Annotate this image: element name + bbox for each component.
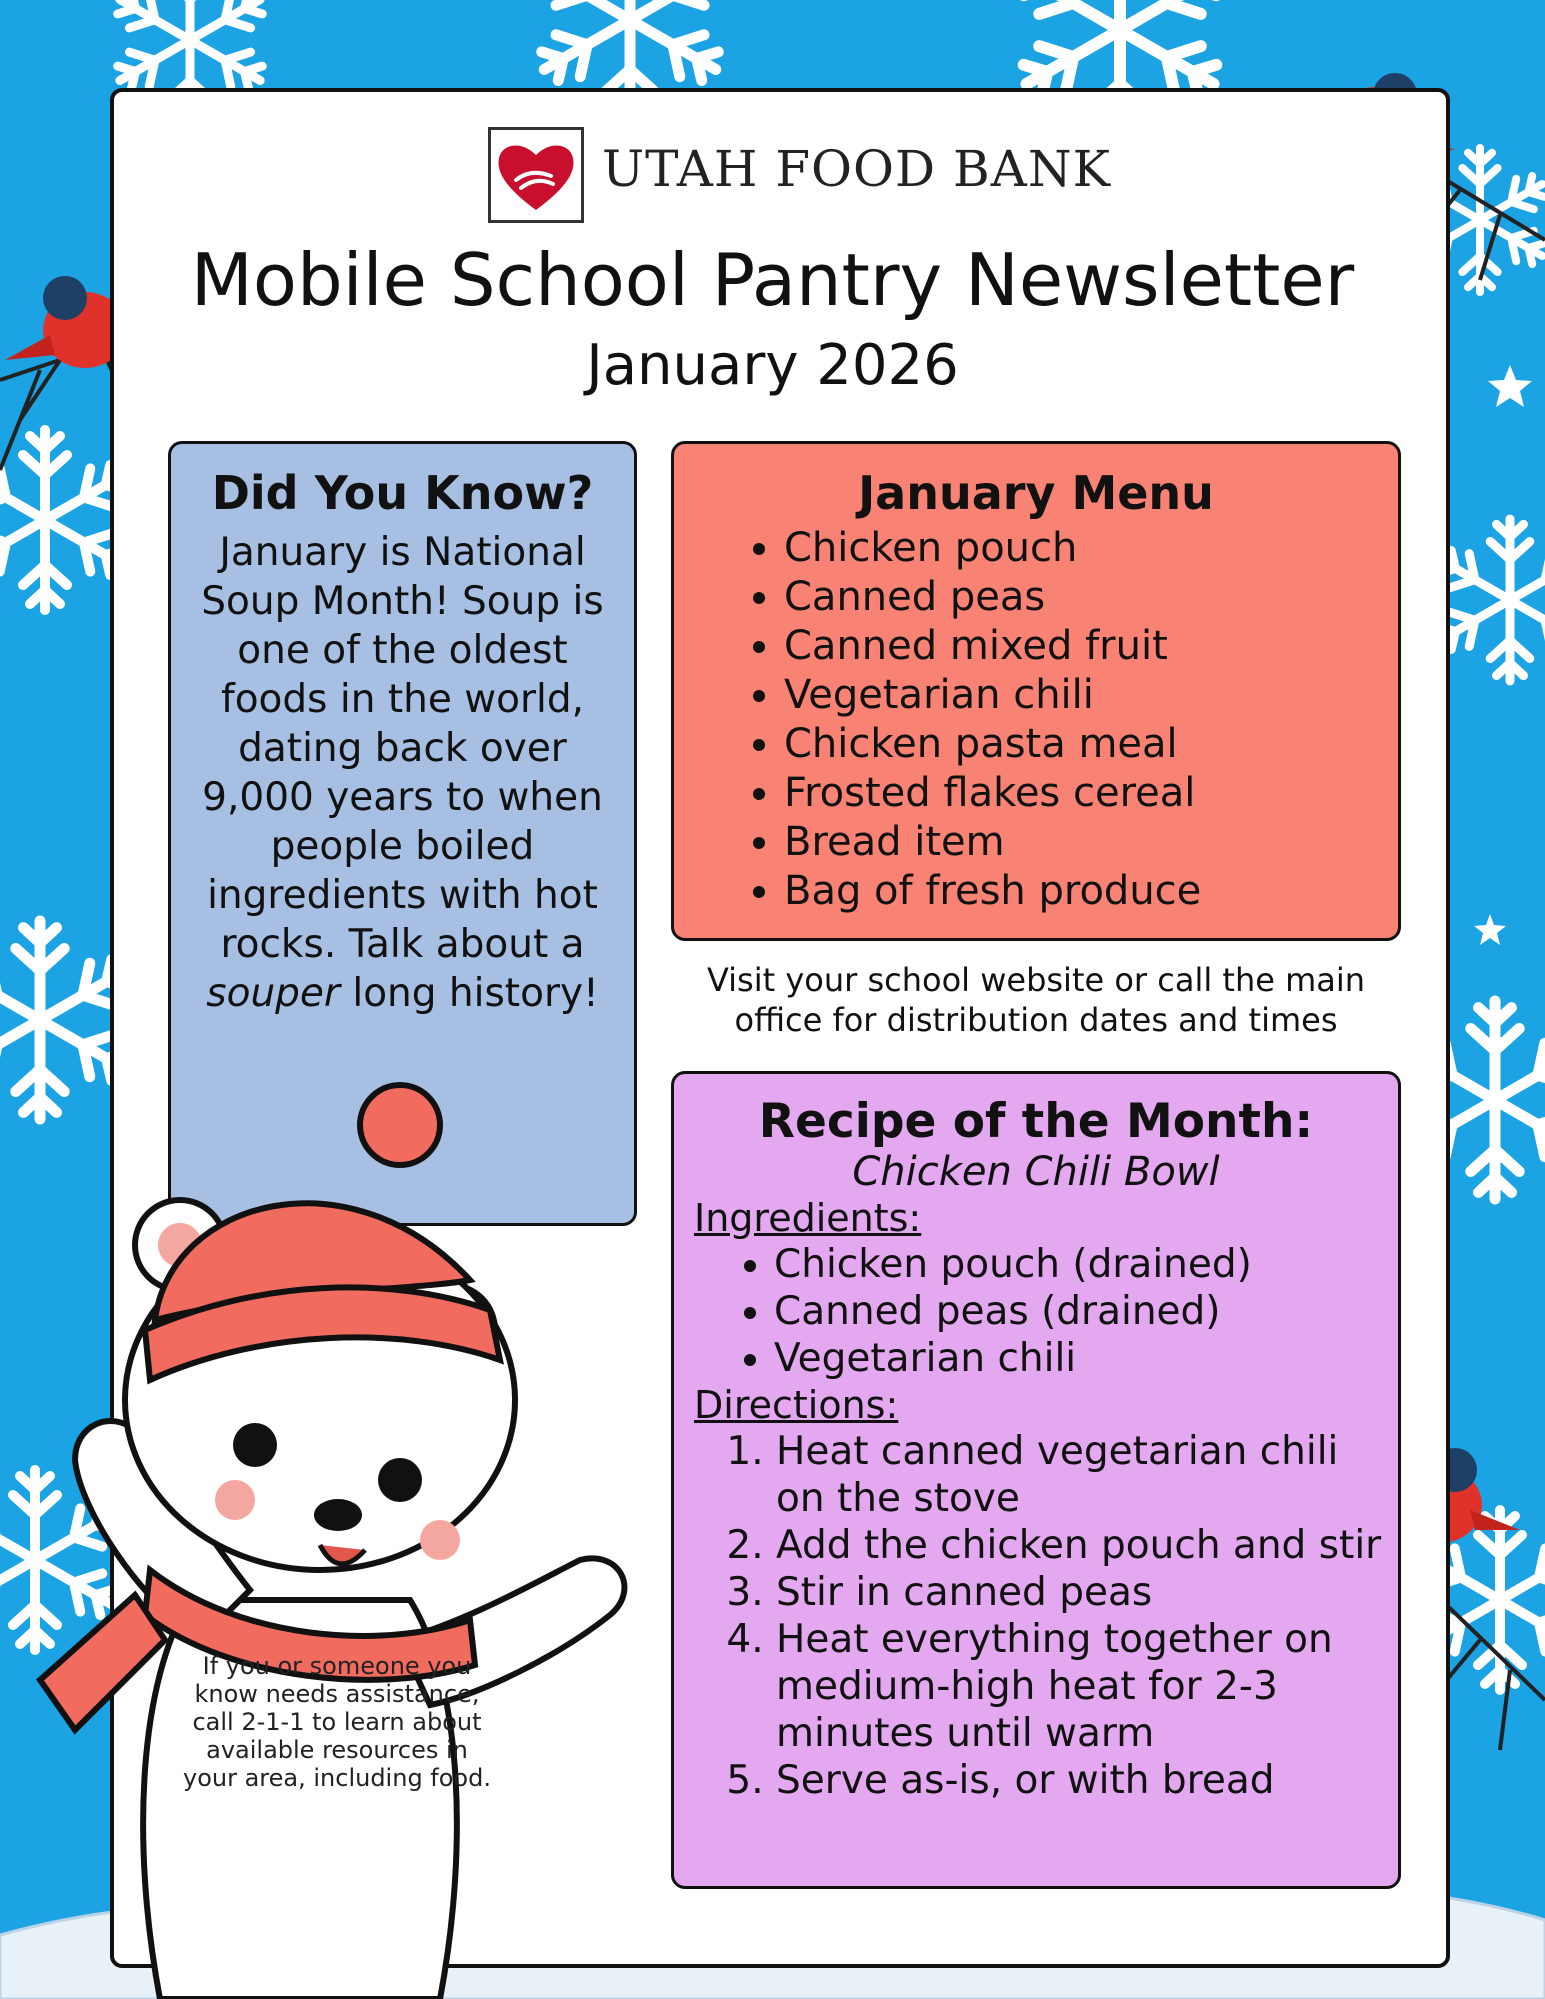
list-item: 3. Stir in canned peas [776, 1569, 1398, 1616]
visit-note: Visit your school website or call the main office for distribution dates and times [706, 961, 1366, 1039]
directions-list [674, 1428, 1398, 1804]
list-item: 5. Serve as-is, or with bread [776, 1757, 1398, 1804]
directions-label: Directions: [694, 1383, 899, 1427]
menu-box [671, 441, 1401, 941]
list-item: • Canned peas (drained) [774, 1288, 1398, 1335]
page-title: Mobile School Pantry Newsletter [190, 238, 1355, 322]
list-item: 1. Heat canned vegetarian chili on the stove [776, 1428, 1398, 1522]
ingredients-label: Ingredients: [694, 1196, 922, 1240]
menu-list [674, 524, 1398, 916]
list-item: • Frosted flakes cereal [784, 769, 1398, 818]
recipe-heading: Recipe of the Month: [758, 1094, 1314, 1149]
ingredients-list [674, 1241, 1398, 1382]
page-subtitle: January 2026 [586, 333, 959, 398]
list-item: • Vegetarian chili [774, 1335, 1398, 1382]
list-item: 4. Heat everything together on medium-high heat for 2-3 minutes until warm [776, 1616, 1398, 1757]
list-item: • Chicken pouch [784, 524, 1398, 573]
assistance-note: If you or someone you know needs assistance, call 2-1-1 to learn about available resources in your area, including food. [183, 1652, 491, 1792]
utah-food-bank-logo [488, 127, 584, 223]
recipe-box [671, 1071, 1401, 1889]
list-item: • Vegetarian chili [784, 671, 1398, 720]
list-item: • Canned mixed fruit [784, 622, 1398, 671]
list-item: • Chicken pasta meal [784, 720, 1398, 769]
menu-heading: January Menu [858, 466, 1214, 520]
list-item: • Chicken pouch (drained) [774, 1241, 1398, 1288]
polar-bear-icon [20, 1080, 720, 1999]
pun-emphasis: souper [206, 971, 340, 1016]
list-item: 2. Add the chicken pouch and stir [776, 1522, 1398, 1569]
list-item: • Canned peas [784, 573, 1398, 622]
heart-hands-icon [491, 130, 581, 220]
star-icon [1474, 914, 1506, 945]
list-item: • Bag of fresh produce [784, 867, 1398, 916]
list-item: • Bread item [784, 818, 1398, 867]
recipe-name: Chicken Chili Bowl [852, 1149, 1220, 1195]
did-you-know-heading: Did You Know? [211, 466, 594, 520]
org-name: UTAH FOOD BANK [602, 140, 1111, 198]
did-you-know-text: January is National Soup Month! Soup is one of the oldest foods in the world, dating back over 9,000 years to when people boiled ingredients with hot rocks. Talk about a souper long history! [201, 530, 604, 1016]
